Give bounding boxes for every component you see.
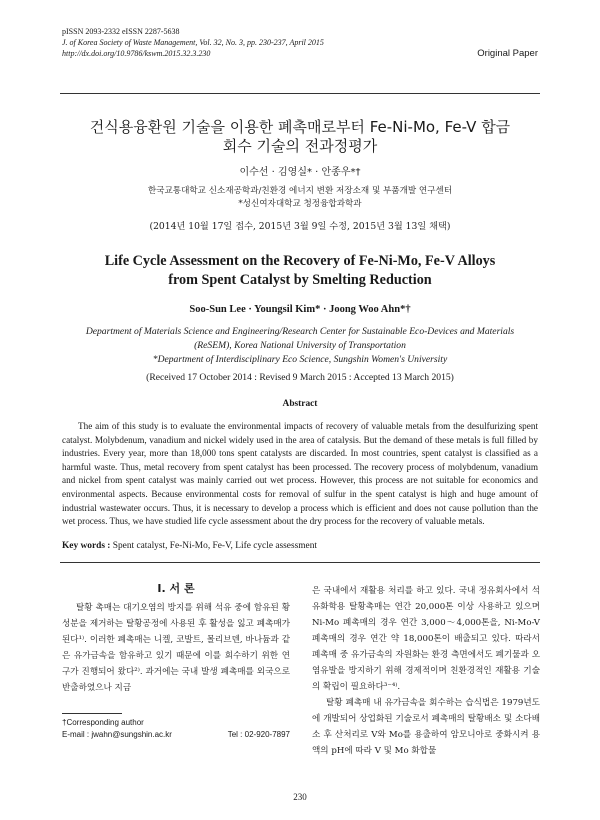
abstract-text: The aim of this study is to evaluate the environmental impacts of recovery of valuable metals from the desulfurizing spent catalyst. Molybdenum, vanadium and nickel widely used in the area of catalysis. But the demand of these metals is full filled by industries. Every year, more than 18,000 tons spent catalysts are discarded. In most countries, spent catalyst is classified as a harmful waste. Thus, metal recovery from spent catalyst has been processed. The recovery process of molybdenum, vanadium and nickel from spent catalyst was mainly carried out wet process. However, this process are not suitable for economics and environmental aspects. Because environmental costs for removal of sulfur in the spent catalyst is high and huge amount of industrial wastewater occurs. Thus, it is necessary to develop a process which is efficient and does not cause pollution than the wet process. Thus, we have studied life cycle assessment about the dry process for the recovery of valuable metals. <box>62 421 538 527</box>
issn-line: pISSN 2093-2332 eISSN 2287-5638 <box>62 27 180 36</box>
korean-title-line2: 회수 기술의 전과정평가 <box>222 137 378 155</box>
keywords <box>62 541 317 551</box>
english-affiliation-2: (ReSEM), Korea National University of Transportation <box>194 340 406 351</box>
korean-title <box>60 118 540 156</box>
keywords-text: Spent catalyst, Fe-Ni-Mo, Fe-V, Life cycle assessment <box>112 541 317 551</box>
korean-dates: (2014년 10월 17일 접수, 2015년 3월 9일 수정, 2015년 3월 13일 채택) <box>149 221 451 232</box>
abstract-heading: Abstract <box>282 399 318 409</box>
doi-link[interactable]: http://dx.doi.org/10.9786/kswm.2015.32.3.230 <box>62 49 211 58</box>
footnote-tel: Tel : 02-920-7897 <box>227 730 290 739</box>
page-number: 230 <box>293 792 307 802</box>
korean-affiliation-1: 한국교통대학교 신소재공학과/친환경 에너지 변환 저장소재 및 부품개발 연구센터 <box>147 186 453 196</box>
intro-left-paragraph: 탈황 촉매는 대기오염의 방지를 위해 석유 중에 함유된 황성분을 제거하는 탈황공정에 사용된 후 활성을 잃고 폐촉매가 된다¹⁾. 이러한 폐촉매는 니켈, 코발트, 몰리브덴, 바나듐과 같은 유가금속을 함유하고 있기 때문에 이를 회수하기 위한 연구가 진행되어 왔다²⁾. 과거에는 국내 발생 폐촉매를 외국으로 반출하였으나 지금 <box>62 603 290 693</box>
korean-title-line1: 건식용융환원 기술을 이용한 폐촉매로부터 Fe-Ni-Mo, Fe-V 합금 <box>89 118 511 136</box>
english-title-line1: Life Cycle Assessment on the Recovery of Fe-Ni-Mo, Fe-V Alloys <box>104 253 496 269</box>
english-affiliation-3: *Department of Interdisciplinary Eco Science, Sungshin Women's University <box>152 354 448 365</box>
intro-right-paragraph-1: 은 국내에서 재활용 처리를 하고 있다. 국내 정유회사에서 석유화학용 탈황촉매는 연간 20,000톤 이상 사용하고 있으며 Ni-Mo 폐촉매의 경우 연간 3,000～4,000톤을, Ni-Mo-V 폐촉매의 경우 연간 약 18,000톤이 배출되고 있다. 따라서 폐촉매 중 유가금속의 자원화는 환경 측면에서도 폐기물과 오염유발을 방지하기 위해 경제적이며 친환경적인 재활용 기술의 확립이 필요하다³⁻⁴⁾. <box>312 586 540 692</box>
intro-right-column <box>312 583 540 759</box>
english-title-line2: from Spent Catalyst by Smelting Reduction <box>168 272 432 288</box>
intro-right-paragraph-2: 탈황 폐촉매 내 유가금속을 회수하는 습식법은 1979년도에 개발되어 상업화된 기술로서 폐촉매의 탈황배소 및 소다배소 후 산처리로 V와 Mo를 용출하여 암모니아로 중화시켜 용액의 pH에 따라 V 및 Mo 화합물 <box>312 698 540 756</box>
english-affiliation-1: Department of Materials Science and Engineering/Research Center for Sustainable Eco-Devices and Materials <box>85 326 515 337</box>
korean-affiliation-2: *성신여자대학교 청정융합과학과 <box>238 199 362 209</box>
english-title <box>60 252 540 290</box>
keywords-rule <box>60 562 540 563</box>
journal-citation: J. of Korea Society of Waste Management, Vol. 32, No. 3, pp. 230-237, April 2015 <box>62 38 324 47</box>
korean-authors: 이수선 · 김영실* · 안종우*† <box>239 167 361 178</box>
keywords-label: Key words : <box>62 541 111 551</box>
header-rule <box>60 93 540 94</box>
section-heading: I. 서 론 <box>157 582 195 595</box>
footnote <box>62 717 290 741</box>
journal-header <box>62 26 324 59</box>
english-dates: (Received 17 October 2014 : Revised 9 March 2015 : Accepted 13 March 2015) <box>146 372 454 383</box>
footnote-email[interactable]: E-mail : jwahn@sungshin.ac.kr <box>62 730 172 739</box>
footnote-label: †Corresponding author <box>62 718 144 727</box>
footnote-rule <box>62 713 122 714</box>
paper-type-label: Original Paper <box>477 48 538 59</box>
english-authors: Soo-Sun Lee · Youngsil Kim* · Joong Woo Ahn*† <box>189 304 411 315</box>
